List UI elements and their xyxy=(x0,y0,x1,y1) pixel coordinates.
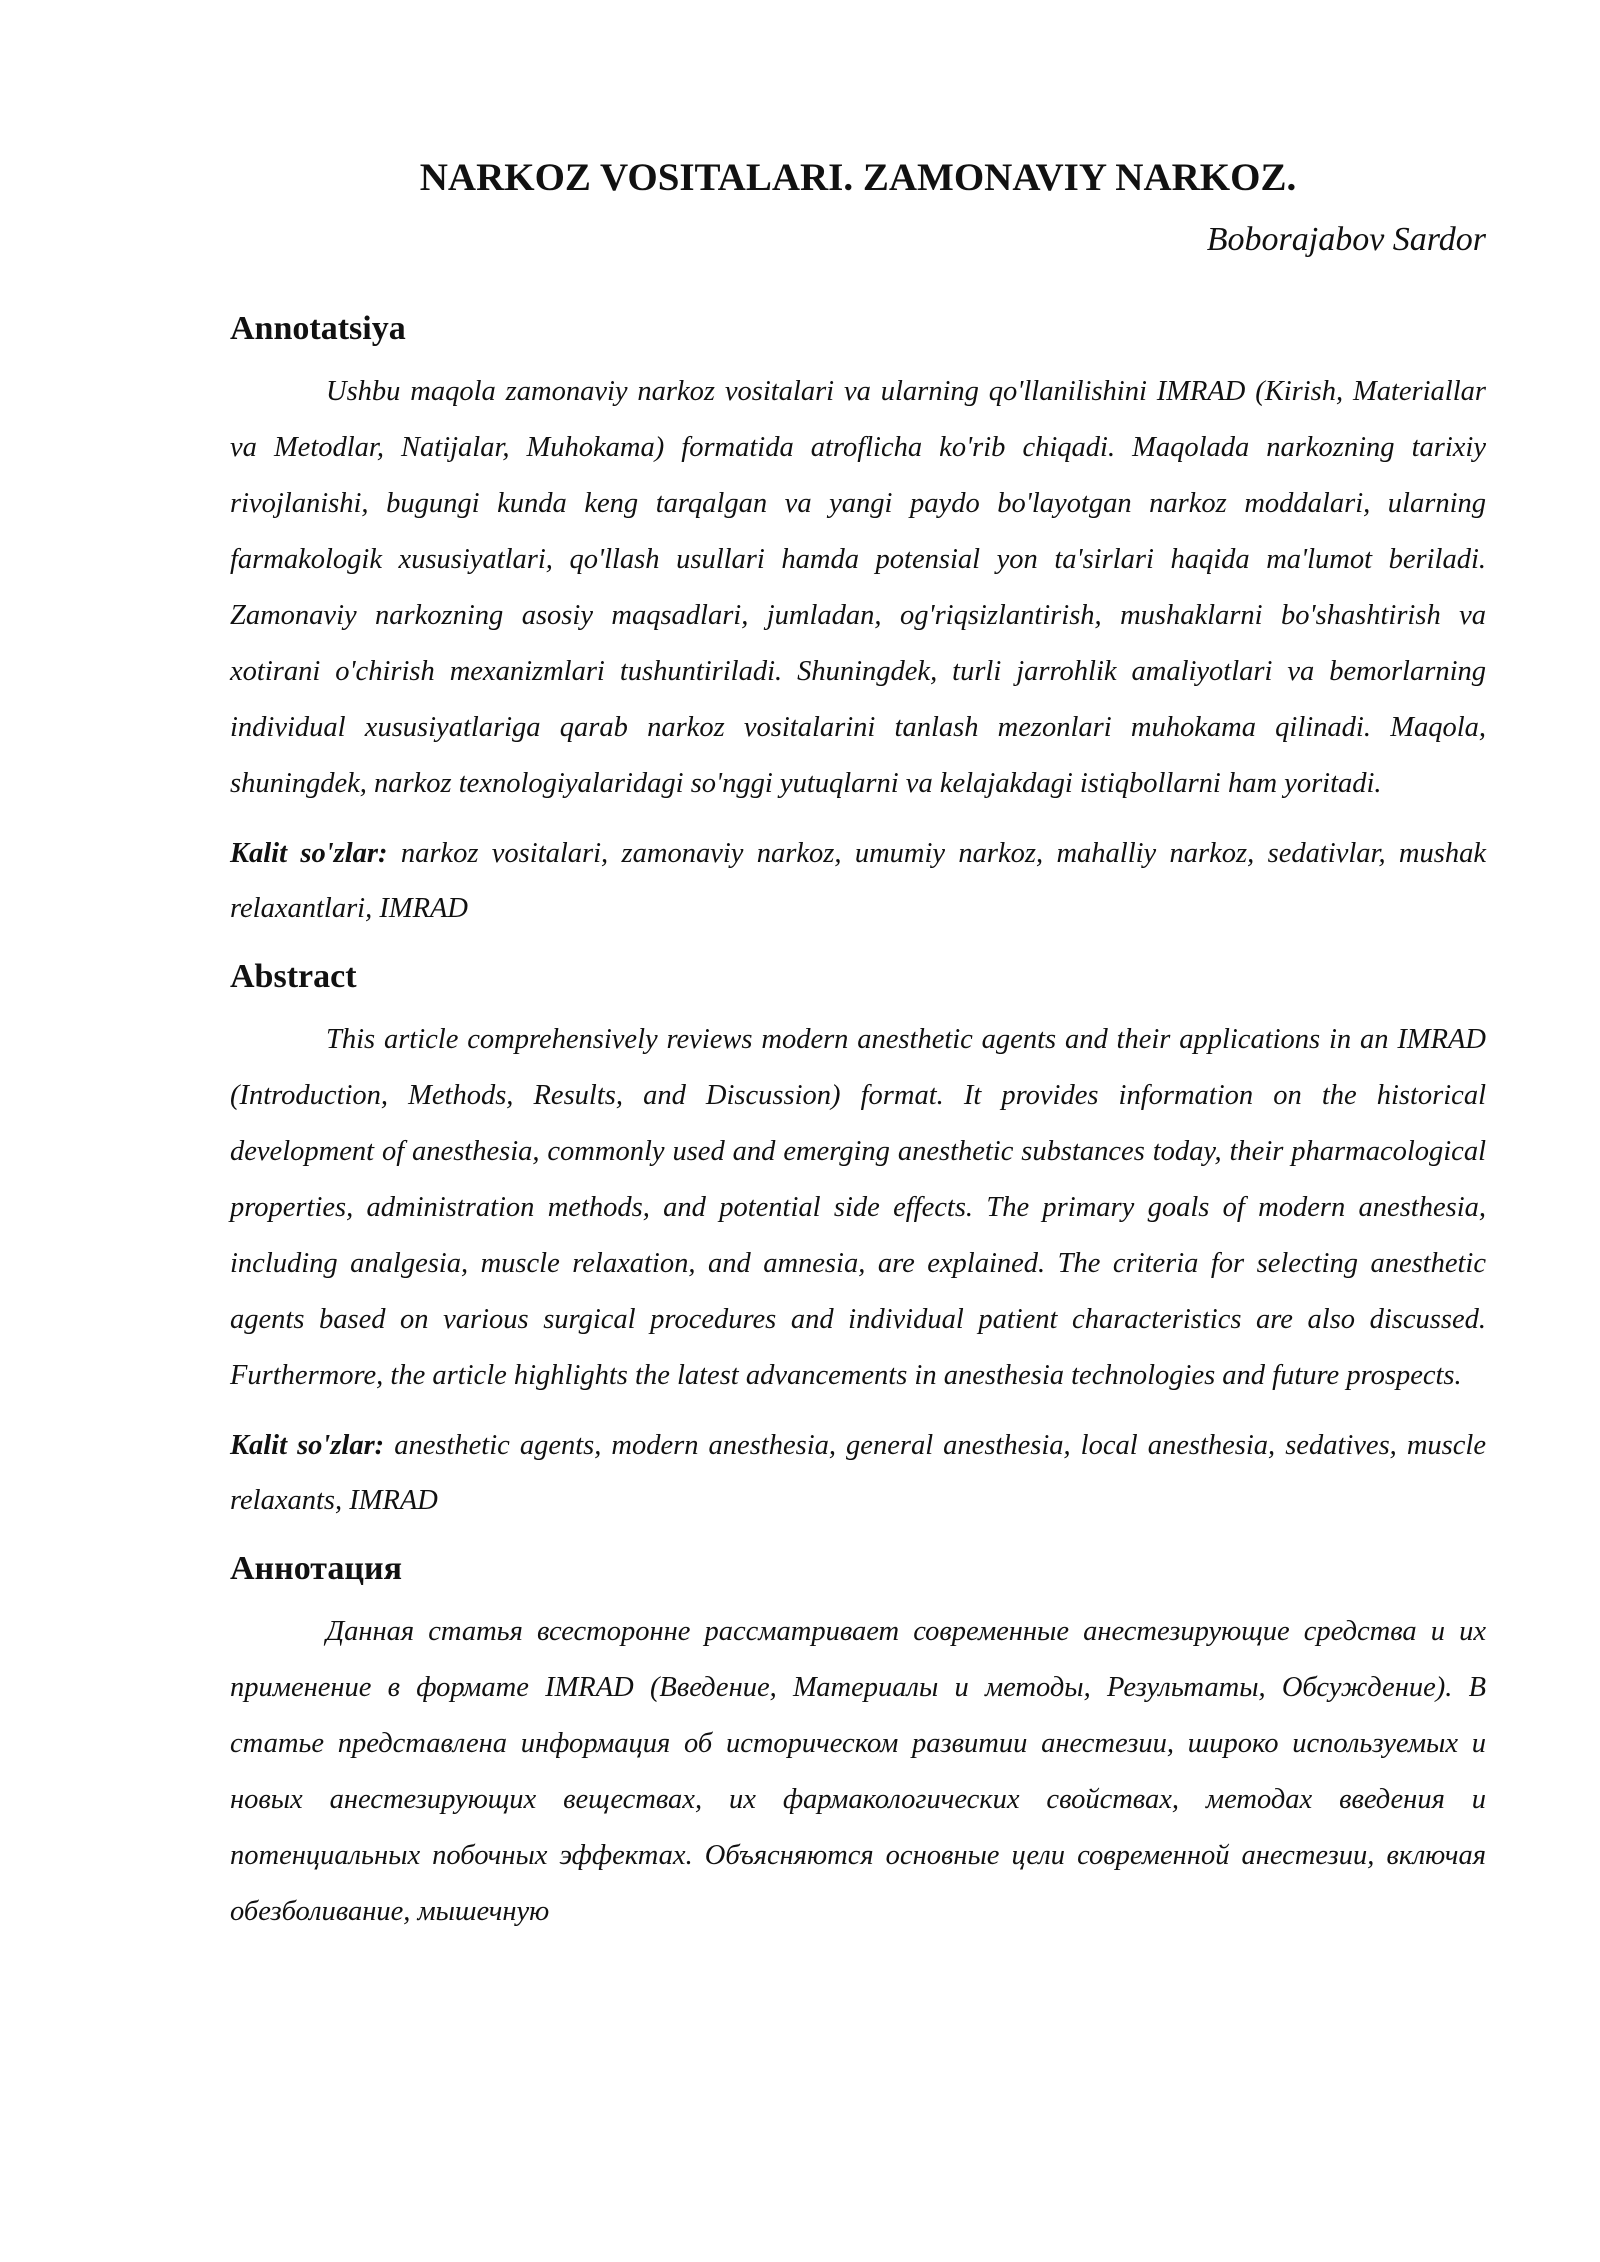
author-name: Boborajabov Sardor xyxy=(1206,221,1486,258)
section-heading: Аннотация xyxy=(230,1550,402,1587)
section-annotatsiya xyxy=(230,306,1486,936)
section-body: Данная статья всесторонне рассматривает современные анестезирующие средства и их применение в формате IMRAD (Введение, Материалы и методы, Результаты, Обсуждение). В статье представлена информация об историческом развитии анестезии, широко используемых и новых анестезирующих веществах, их фармакологических свойствах, методах введения и потенциальных побочных эффектах. Объясняются основные цели современной анестезии, включая обезболивание, мышечную xyxy=(230,1616,1486,1927)
section-abstract xyxy=(230,954,1486,1528)
keywords-text: anesthetic agents, modern anesthesia, general anesthesia, local anesthesia, sedatives, muscle relaxants, IMRAD xyxy=(230,1430,1486,1516)
keywords-line xyxy=(230,826,1486,936)
section-heading: Abstract xyxy=(230,958,357,995)
keywords-label: Kalit so'zlar: xyxy=(230,838,388,869)
section-heading: Annotatsiya xyxy=(230,310,406,347)
section-annotatsiya-ru xyxy=(230,1546,1486,1940)
keywords-text: narkoz vositalari, zamonaviy narkoz, umumiy narkoz, mahalliy narkoz, sedativlar, mushak relaxantlari, IMRAD xyxy=(230,838,1487,924)
section-body: Ushbu maqola zamonaviy narkoz vositalari va ularning qo'llanilishini IMRAD (Kirish, Materiallar va Metodlar, Natijalar, Muhokama) formatida atroflicha ko'rib chiqadi. Maqolada narkozning tarixiy rivojlanishi, bugungi kunda keng tarqalgan va yangi paydo bo'layotgan narkoz moddalari, ularning farmakologik xususiyatlari, qo'llash usullari hamda potensial yon ta'sirlari haqida ma'lumot beriladi. Zamonaviy narkozning asosiy maqsadlari, jumladan, og'riqsizlantirish, mushaklarni bo'shashtirish va xotirani o'chirish mexanizmlari tushuntiriladi. Shuningdek, turli jarrohlik amaliyotlari va bemorlarning individual xususiyatlariga qarab narkoz vositalarini tanlash mezonlari muhokama qilinadi. Maqola, shuningdek, narkoz texnologiyalaridagi so'nggi yutuqlarni va kelajakdagi istiqbollarni ham yoritadi. xyxy=(230,376,1486,799)
section-body: This article comprehensively reviews modern anesthetic agents and their applications in an IMRAD (Introduction, Methods, Results, and Discussion) format. It provides information on the historical development of anesthesia, commonly used and emerging anesthetic substances today, their pharmacological properties, administration methods, and potential side effects. The primary goals of modern anesthesia, including analgesia, muscle relaxation, and amnesia, are explained. The criteria for selecting anesthetic agents based on various surgical procedures and individual patient characteristics are also discussed. Furthermore, the article highlights the latest advancements in anesthesia technologies and future prospects. xyxy=(230,1024,1486,1391)
keywords-label: Kalit so'zlar: xyxy=(230,1430,385,1461)
paper-title: NARKOZ VOSITALARI. ZAMONAVIY NARKOZ. xyxy=(419,156,1297,199)
keywords-line xyxy=(230,1418,1486,1528)
